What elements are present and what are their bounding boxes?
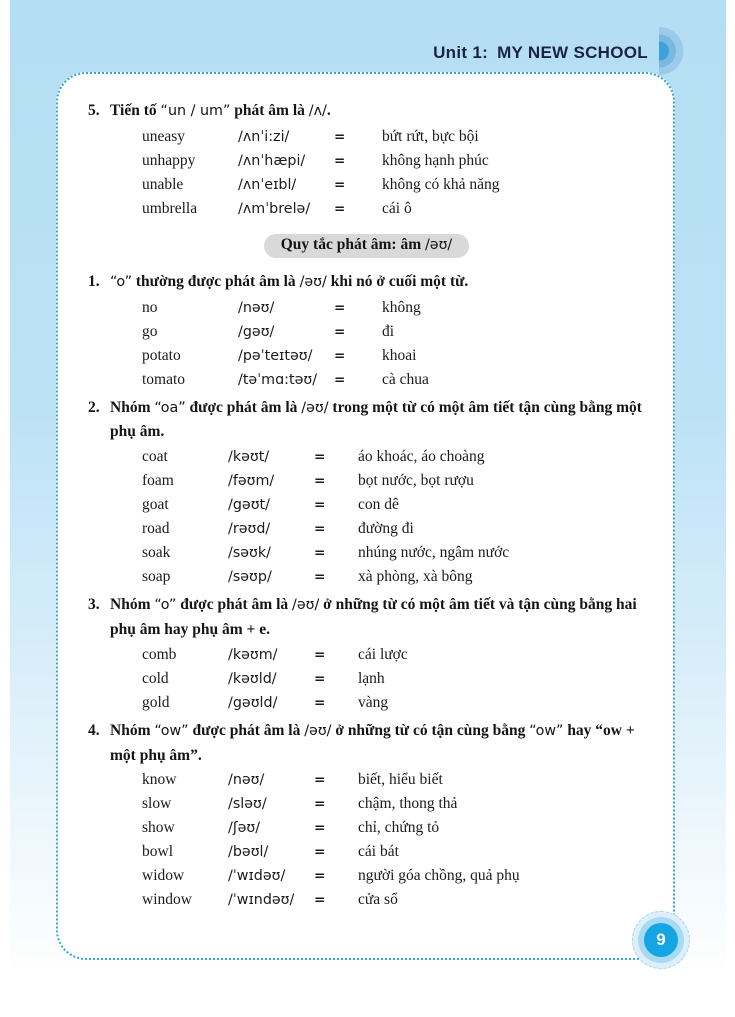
unit-header	[433, 43, 648, 63]
vocab-meaning: nhúng nước, ngâm nước	[358, 544, 510, 562]
pronunciation-section	[88, 593, 645, 715]
vocab-ipa: /pəˈteɪtəʊ/	[238, 347, 313, 364]
vocab-ipa: /sləʊ/	[228, 796, 267, 813]
phonetic-run: “o”	[110, 273, 133, 290]
vocab-row	[142, 320, 645, 344]
vocab-word: goat	[142, 496, 169, 514]
vocab-ipa: /kəʊm/	[228, 646, 278, 663]
vocab-ipa: /gəʊ/	[238, 323, 275, 340]
equals-sign: =	[314, 670, 326, 687]
phonetic-run: “oa”	[154, 399, 186, 416]
vocab-row	[142, 296, 645, 320]
vocab-row	[142, 541, 645, 565]
phonetic-run: /əʊ/	[301, 399, 329, 416]
phonetic-run: /əʊ/	[292, 597, 320, 614]
pronunciation-section	[88, 719, 645, 913]
section-title	[88, 270, 645, 295]
section-number: 1.	[88, 272, 100, 290]
equals-sign: =	[314, 569, 326, 586]
vocab-meaning: khoai	[382, 346, 417, 364]
equals-sign: =	[334, 176, 346, 193]
content-card	[56, 72, 675, 960]
vocab-table	[142, 768, 645, 912]
equals-sign: =	[314, 473, 326, 490]
vocab-ipa: /ʌnˈeɪbl/	[238, 176, 297, 193]
vocab-word: potato	[142, 346, 181, 364]
phonetic-run: /əʊ/	[304, 722, 332, 739]
vocab-ipa: /gəʊt/	[228, 497, 270, 514]
phonetic-run: “ow”	[529, 722, 564, 739]
vocab-row	[142, 768, 645, 792]
equals-sign: =	[314, 796, 326, 813]
phonetic-run: /ʌ/	[308, 103, 327, 119]
phonetic-run: /əʊ/	[299, 273, 327, 290]
vocab-row	[142, 816, 645, 840]
vocab-ipa: /ʌnˈhæpi/	[238, 152, 306, 169]
vocab-meaning: không	[382, 298, 421, 316]
vocab-meaning: chậm, thong thả	[358, 795, 458, 813]
vocab-row	[142, 792, 645, 816]
vocab-ipa: /ˈwɪndəʊ/	[228, 892, 295, 909]
vocab-word: cold	[142, 669, 169, 687]
equals-sign: =	[334, 371, 346, 388]
vocab-ipa: /bəʊl/	[228, 844, 269, 861]
section-title	[88, 99, 645, 124]
equals-sign: =	[334, 299, 346, 316]
equals-sign: =	[314, 646, 326, 663]
vocab-meaning: lạnh	[358, 669, 385, 687]
equals-sign: =	[334, 323, 346, 340]
section-number: 3.	[88, 596, 100, 614]
vocab-word: soap	[142, 568, 171, 586]
vocab-word: coat	[142, 448, 168, 466]
vocab-word: road	[142, 520, 170, 538]
equals-sign: =	[334, 347, 346, 364]
section-title-text: Nhóm “ow” được phát âm là /əʊ/ ở những từ có tận cùng bằng “ow” hay “ow + một phụ âm”.	[110, 721, 635, 764]
equals-sign: =	[314, 820, 326, 837]
vocab-meaning: cái bát	[358, 843, 399, 861]
vocab-word: bowl	[142, 843, 173, 861]
equals-sign: =	[314, 449, 326, 466]
vocab-row	[142, 173, 645, 197]
section-number: 2.	[88, 398, 100, 416]
vocab-ipa: /kəʊt/	[228, 449, 270, 466]
vocab-word: foam	[142, 472, 174, 490]
vocab-meaning: cái ô	[382, 199, 412, 217]
vocab-row	[142, 864, 645, 888]
page-number-circle	[644, 923, 678, 957]
intro-section-slot	[88, 99, 645, 221]
vocab-meaning: không hạnh phúc	[382, 151, 489, 169]
unit-label: Unit 1:	[433, 43, 489, 62]
vocab-word: know	[142, 771, 177, 789]
phonetic-run: “ow”	[154, 722, 189, 739]
vocab-ipa: /ʌmˈbrelə/	[238, 200, 311, 217]
vocab-meaning: biết, hiểu biết	[358, 771, 443, 789]
vocab-meaning: đi	[382, 322, 395, 340]
equals-sign: =	[334, 128, 346, 145]
unit-title: MY NEW SCHOOL	[497, 43, 648, 62]
section-title-text: Tiến tố “un / um” phát âm là /ʌ/.	[110, 102, 331, 119]
vocab-ipa: /gəʊld/	[228, 694, 278, 711]
vocab-meaning: cửa sổ	[358, 891, 398, 909]
vocab-ipa: /səʊk/	[228, 545, 271, 562]
section-number: 5.	[88, 102, 100, 119]
vocab-ipa: /nəʊ/	[228, 772, 265, 789]
vocab-row	[142, 445, 645, 469]
section-title-text: Nhóm “oa” được phát âm là /əʊ/ trong một từ có một âm tiết tận cùng bằng một phụ âm.	[110, 398, 642, 441]
vocab-word: no	[142, 298, 158, 316]
vocab-meaning: đường đi	[358, 520, 414, 538]
vocab-meaning: không có khả năng	[382, 175, 500, 193]
vocab-word: go	[142, 322, 158, 340]
equals-sign: =	[314, 892, 326, 909]
vocab-row	[142, 840, 645, 864]
vocab-word: widow	[142, 867, 185, 885]
section-title	[88, 396, 645, 445]
vocab-ipa: /təˈmɑ:təʊ/	[238, 371, 318, 388]
pronunciation-section	[88, 396, 645, 590]
vocab-word: tomato	[142, 370, 186, 388]
pronunciation-section	[88, 99, 645, 221]
vocab-meaning: bứt rứt, bực bội	[382, 127, 479, 145]
vocab-table	[142, 296, 645, 392]
equals-sign: =	[314, 521, 326, 538]
vocab-ipa: /ʃəʊ/	[228, 820, 261, 837]
phonetic-run: “o”	[154, 597, 177, 614]
vocab-table	[142, 445, 645, 589]
vocab-row	[142, 667, 645, 691]
vocab-meaning: xà phòng, xà bông	[358, 568, 473, 586]
vocab-word: umbrella	[142, 199, 198, 217]
vocab-word: soak	[142, 544, 171, 562]
equals-sign: =	[314, 545, 326, 562]
phonetic-run: /əʊ/	[424, 236, 453, 253]
vocab-meaning: vàng	[358, 693, 389, 711]
vocab-meaning: chỉ, chứng tỏ	[358, 819, 440, 837]
vocab-ipa: /kəʊld/	[228, 670, 277, 687]
equals-sign: =	[334, 152, 346, 169]
page-number-ring	[638, 917, 684, 963]
rule-title-pill	[264, 234, 470, 258]
vocab-ipa: /ʌnˈi:zi/	[238, 128, 290, 145]
phonetic-run: “un / um”	[160, 103, 231, 119]
vocab-row	[142, 368, 645, 392]
vocab-meaning: cái lược	[358, 645, 408, 663]
vocab-word: unhappy	[142, 151, 196, 169]
vocab-row	[142, 643, 645, 667]
vocab-ipa: /səʊp/	[228, 569, 272, 586]
vocab-row	[142, 691, 645, 715]
vocab-row	[142, 517, 645, 541]
section-title-text: Nhóm “o” được phát âm là /əʊ/ ở những từ có một âm tiết và tận cùng bằng hai phụ âm hay phụ âm + e.	[110, 596, 637, 638]
equals-sign: =	[314, 772, 326, 789]
vocab-word: unable	[142, 175, 184, 193]
vocab-table	[142, 643, 645, 715]
vocab-ipa: /nəʊ/	[238, 299, 275, 316]
vocab-row	[142, 493, 645, 517]
vocab-row	[142, 125, 645, 149]
vocab-ipa: /ˈwɪdəʊ/	[228, 868, 286, 885]
vocab-word: gold	[142, 693, 170, 711]
equals-sign: =	[314, 844, 326, 861]
pronunciation-section	[88, 270, 645, 392]
vocab-meaning: người góa chồng, quả phụ	[358, 867, 520, 885]
vocab-row	[142, 888, 645, 912]
vocab-ipa: /rəʊd/	[228, 521, 271, 538]
vocab-row	[142, 565, 645, 589]
section-title	[88, 593, 645, 642]
vocab-word: window	[142, 891, 192, 909]
rule-section-list	[88, 270, 645, 913]
vocab-row	[142, 197, 645, 221]
vocab-row	[142, 149, 645, 173]
vocab-meaning: con dê	[358, 496, 399, 514]
vocab-meaning: bọt nước, bọt rượu	[358, 472, 474, 490]
vocab-ipa: /fəʊm/	[228, 473, 275, 490]
vocab-word: uneasy	[142, 127, 186, 145]
section-title	[88, 719, 645, 768]
section-title-text: “o” thường được phát âm là /əʊ/ khi nó ở cuối một từ.	[110, 272, 469, 290]
equals-sign: =	[334, 200, 346, 217]
vocab-row	[142, 344, 645, 368]
rule-title-label: Quy tắc phát âm: âm /əʊ/	[280, 235, 453, 253]
vocab-meaning: cà chua	[382, 370, 429, 388]
vocab-meaning: áo khoác, áo choàng	[358, 448, 485, 466]
vocab-row	[142, 469, 645, 493]
vocab-word: slow	[142, 795, 172, 813]
section-number: 4.	[88, 721, 100, 739]
equals-sign: =	[314, 694, 326, 711]
page-number: 9	[656, 930, 666, 949]
vocab-word: comb	[142, 645, 177, 663]
equals-sign: =	[314, 868, 326, 885]
vocab-table	[142, 125, 645, 221]
concentric-circles-icon	[659, 26, 686, 76]
vocab-word: show	[142, 819, 175, 837]
page-number-badge	[632, 911, 690, 969]
equals-sign: =	[314, 497, 326, 514]
